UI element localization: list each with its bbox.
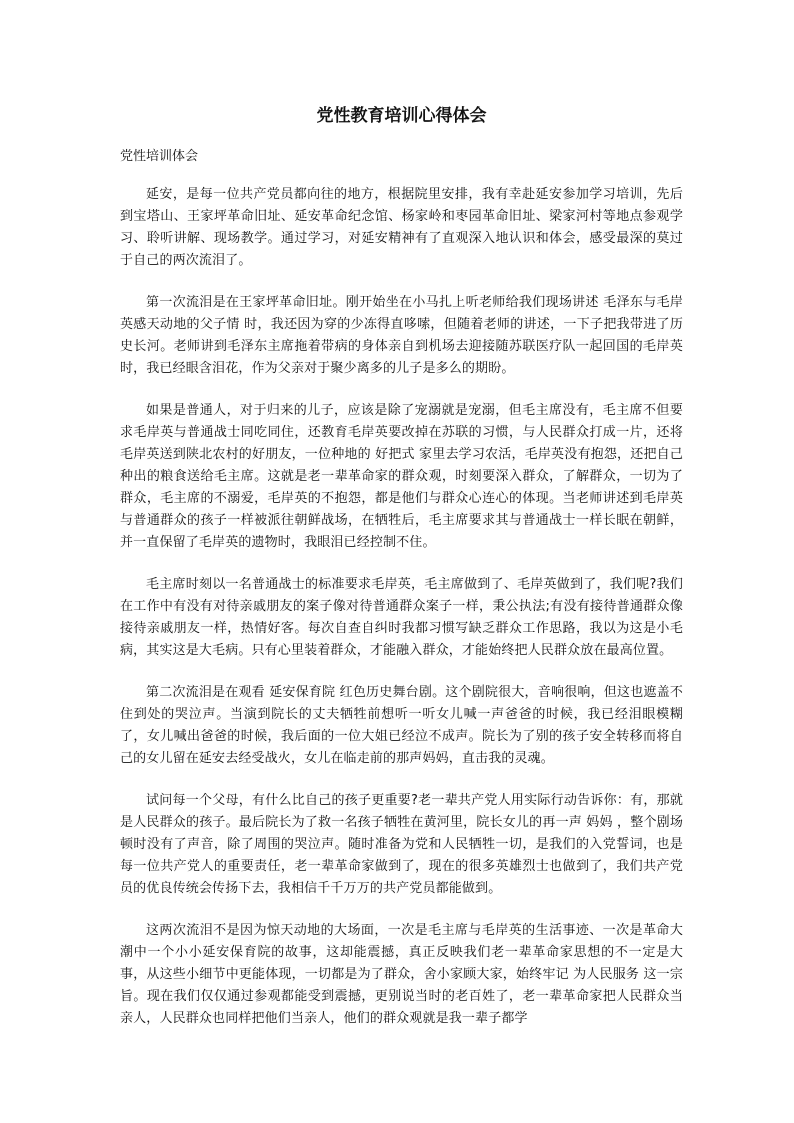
document-page xyxy=(120,102,683,1050)
document-title: 党性教育培训心得体会 xyxy=(316,106,487,126)
paragraph: 这两次流泪不是因为惊天动地的大场面，一次是毛主席与毛岸英的生活事迹、一次是革命大潮中一个小小延安保育院的故事，这却能震撼，真正反映我们老一辈革命家思想的不一定是大事，从这些小细节中更能体现，一切都是为了群众，舍小家顾大家，始终牢记 为人民服务 这一宗旨。现在我们仅仅通过参观都能受到震撼，更别说当时的老百姓了，老一辈革命家把人民群众当亲人，人民群众也同样把他们当亲人，他们的群众观就是我一辈子都学 xyxy=(120,923,683,1026)
paragraph: 试问每一个父母，有什么比自己的孩子更重要?老一辈共产党人用实际行动告诉你：有，那就是人民群众的孩子。最后院长为了救一名孩子牺牲在黄河里，院长女儿的再一声 妈妈 ，整个剧场顿时没有了声音，除了周围的哭泣声。随时准备为党和人民牺牲一切，是我们的入党誓词，也是每一位共产党人的重要责任，老一辈革命家做到了，现在的很多英雄烈士也做到了，我们共产党员的优良传统会传扬下去，我相信千千万万的共产党员都能做到。 xyxy=(120,793,683,896)
paragraph: 毛主席时刻以一名普通战士的标准要求毛岸英，毛主席做到了、毛岸英做到了，我们呢?我们在工作中有没有对待亲戚朋友的案子像对待普通群众案子一样，秉公执法;有没有接待普通群众像接待亲戚朋友一样，热情好客。每次自查自纠时我都习惯写缺乏群众工作思路，我以为这是小毛病，其实这是大毛病。只有心里装着群众，才能融入群众，才能始终把人民群众放在最高位置。 xyxy=(120,577,683,658)
paragraph: 如果是普通人，对于归来的儿子，应该是除了宠溺就是宠溺，但毛主席没有，毛主席不但要求毛岸英与普通战士同吃同住，还教育毛岸英要改掉在苏联的习惯，与人民群众打成一片，还将毛岸英送到陕北农村的好朋友，一位种地的 好把式 家里去学习农活，毛岸英没有抱怨，还把自己种出的粮食送给毛主席。这就是老一辈革命家的群众观，时刻要深入群众，了解群众，一切为了群众，毛主席的不溺爱，毛岸英的不抱怨，都是他们与群众心连心的体现。当老师讲述到毛岸英与普通群众的孩子一样被派往朝鲜战场，在牺牲后，毛主席要求其与普通战士一样长眠在朝鲜，并一直保留了毛岸英的遗物时，我眼泪已经控制不住。 xyxy=(120,403,683,550)
document-subtitle: 党性培训体会 xyxy=(120,149,199,164)
paragraph: 第一次流泪是在王家坪革命旧址。刚开始坐在小马扎上听老师给我们现场讲述 毛泽东与毛岸英感天动地的父子情 时，我还因为穿的少冻得直哆嗦，但随着老师的讲述，一下子把我带进了历史长河。老师讲到毛泽东主席拖着带病的身体亲自到机场去迎接随苏联医疗队一起回国的毛岸英时，我已经眼含泪花，作为父亲对于聚少离多的儿子是多么的期盼。 xyxy=(120,295,683,376)
paragraph: 延安，是每一位共产党员都向往的地方，根据院里安排，我有幸赴延安参加学习培训，先后到宝塔山、王家坪革命旧址、延安革命纪念馆、杨家岭和枣园革命旧址、梁家河村等地点参观学习、聆听讲解、现场教学。通过学习，对延安精神有了直观深入地认识和体会，感受最深的莫过于自己的两次流泪了。 xyxy=(120,187,683,268)
paragraph: 第二次流泪是在观看 延安保育院 红色历史舞台剧。这个剧院很大，音响很响，但这也遮盖不住到处的哭泣声。当演到院长的丈夫牺牲前想听一听女儿喊一声爸爸的时候，我已经泪眼模糊了，女儿喊出爸爸的时候，我后面的一位大姐已经泣不成声。院长为了别的孩子安全转移而将自己的女儿留在延安去经受战火，女儿在临走前的那声妈妈，直击我的灵魂。 xyxy=(120,685,683,766)
